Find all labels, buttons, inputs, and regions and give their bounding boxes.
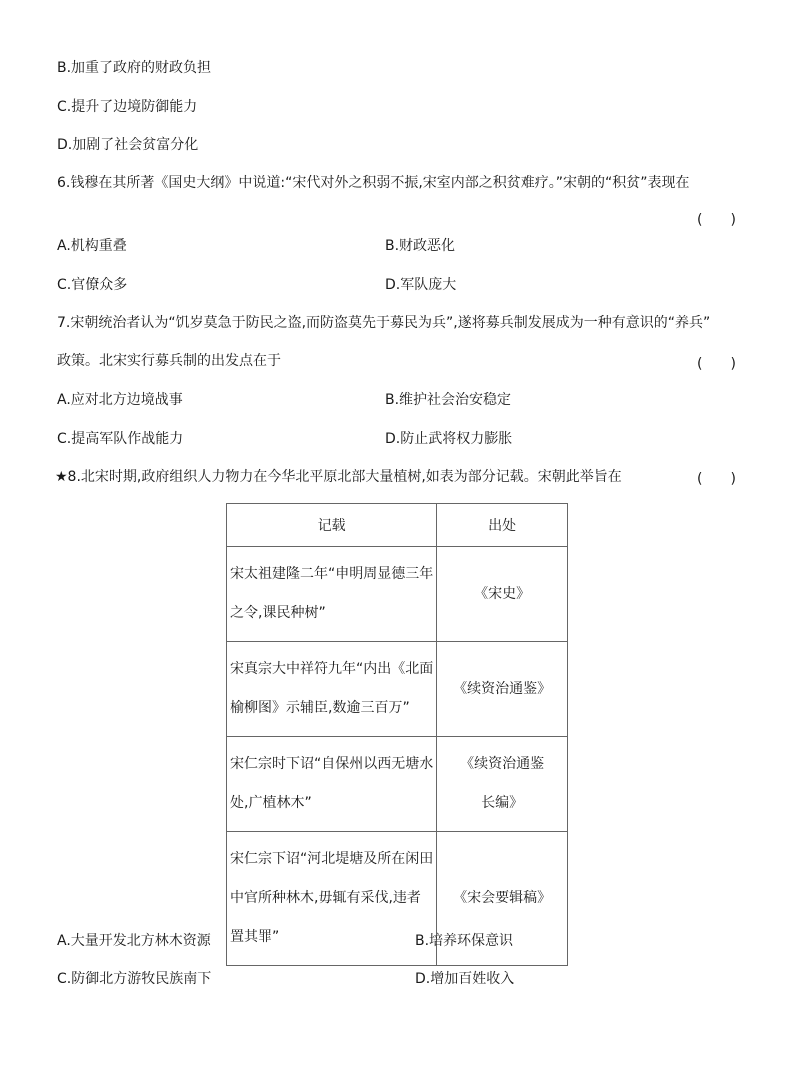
q7-option-b: B.维护社会治安稳定 bbox=[385, 392, 512, 408]
source-cell: 《续资治通鉴长编》 bbox=[437, 737, 568, 832]
q8-stem: ★8.北宋时期,政府组织人力物力在今华北平原北部大量植树,如表为部分记载。宋朝此举旨在 bbox=[55, 469, 622, 485]
q8-answer-bracket: ( ) bbox=[697, 471, 736, 487]
q6-option-b: B.财政恶化 bbox=[385, 238, 456, 254]
record-cell: 宋仁宗下诏“河北堤塘及所在闲田中官所种林木,毋辄有采伐,违者置其罪” bbox=[227, 832, 437, 966]
q6-option-a: A.机构重叠 bbox=[57, 238, 127, 254]
header-source: 出处 bbox=[437, 504, 568, 547]
q5-option-c: C.提升了边境防御能力 bbox=[57, 99, 198, 115]
table-header-row bbox=[227, 504, 568, 547]
table-row bbox=[227, 547, 568, 642]
q5-option-b: B.加重了政府的财政负担 bbox=[57, 60, 212, 76]
table-row bbox=[227, 832, 568, 966]
q7-option-d: D.防止武将权力膨胀 bbox=[385, 431, 513, 447]
source-cell: 《宋会要辑稿》 bbox=[437, 832, 568, 966]
q8-option-c: C.防御北方游牧民族南下 bbox=[57, 971, 212, 987]
q8-option-a: A.大量开发北方林木资源 bbox=[57, 933, 211, 949]
header-record: 记载 bbox=[227, 504, 437, 547]
q7-option-a: A.应对北方边境战事 bbox=[57, 392, 183, 408]
records-table bbox=[226, 503, 568, 966]
source-cell: 《续资治通鉴》 bbox=[437, 642, 568, 737]
q6-stem: 6.钱穆在其所著《国史大纲》中说道:“宋代对外之积弱不振,宋室内部之积贫难疗。”宋朝的“积贫”表现在 bbox=[57, 175, 690, 191]
q7-answer-bracket: ( ) bbox=[697, 356, 736, 372]
q8-option-b: B.培养环保意识 bbox=[415, 933, 514, 949]
source-cell: 《宋史》 bbox=[437, 547, 568, 642]
q7-option-c: C.提高军队作战能力 bbox=[57, 431, 184, 447]
q7-stem-line1: 7.宋朝统治者认为“饥岁莫急于防民之盗,而防盗莫先于募民为兵”,遂将募兵制发展成为一种有意识的“养兵” bbox=[57, 315, 711, 331]
q6-answer-bracket: ( ) bbox=[697, 212, 736, 228]
table-row bbox=[227, 642, 568, 737]
q6-option-c: C.官僚众多 bbox=[57, 277, 128, 293]
q5-option-d: D.加剧了社会贫富分化 bbox=[57, 137, 199, 153]
table-row bbox=[227, 737, 568, 832]
record-cell: 宋太祖建隆二年“申明周显德三年之令,课民种树” bbox=[227, 547, 437, 642]
record-cell: 宋真宗大中祥符九年“内出《北面榆柳图》示辅臣,数逾三百万” bbox=[227, 642, 437, 737]
q7-stem-line2: 政策。北宋实行募兵制的出发点在于 bbox=[57, 353, 281, 369]
q8-option-d: D.增加百姓收入 bbox=[415, 971, 515, 987]
record-cell: 宋仁宗时下诏“自保州以西无塘水处,广植林木” bbox=[227, 737, 437, 832]
q6-option-d: D.军队庞大 bbox=[385, 277, 457, 293]
